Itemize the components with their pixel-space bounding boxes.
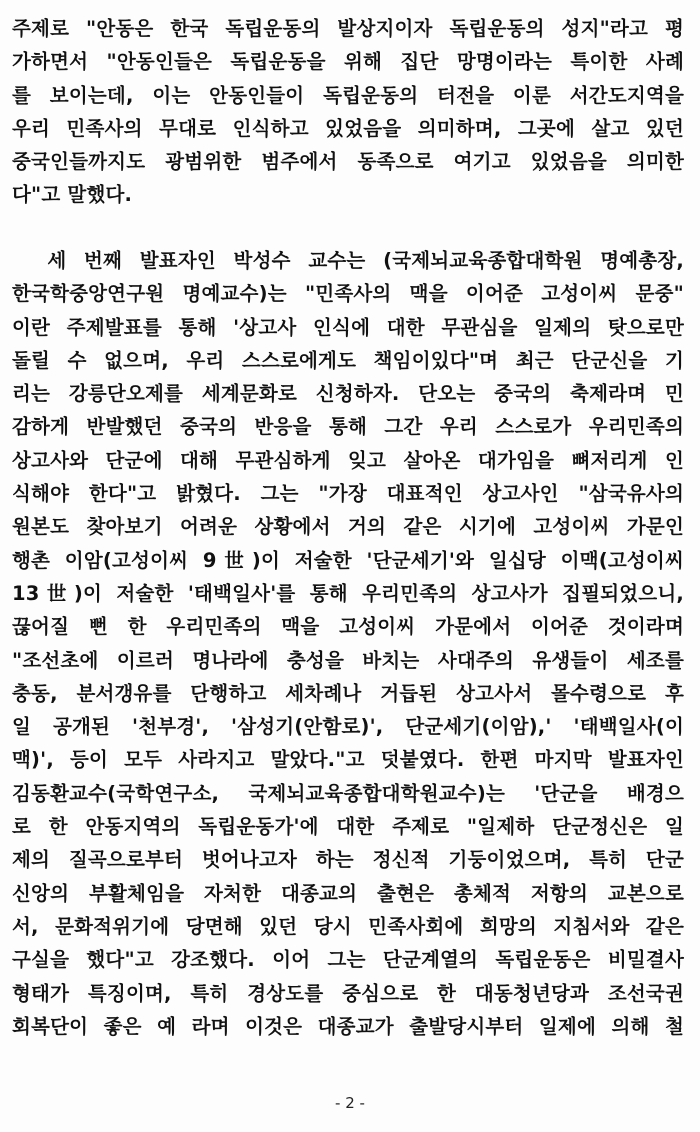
text-line: 김동환교수(국학연구소, 국제뇌교육종합대학원교수)는 '단군을 배경으 xyxy=(12,781,684,805)
text-line: 중국인들까지도 광범위한 범주에서 동족으로 여기고 있었음을 의미한 xyxy=(12,150,684,174)
text-line: 를 보이는데, 이는 안동인들이 독립운동의 터전을 이룬 서간도지역을 xyxy=(12,83,684,107)
text-line: 한국학중앙연구원 명예교수)는 "민족사의 맥을 이어준 고성이씨 문중" xyxy=(12,282,684,306)
text-line: 회복단이 좋은 예 라며 이것은 대종교가 출발당시부터 일제에 의해 철 xyxy=(12,1014,684,1038)
text-line: 13世)이 저술한 '태백일사'를 통해 우리민족의 상고사가 집필되었으니, xyxy=(12,581,684,605)
text-line: 제의 질곡으로부터 벗어나고자 하는 정신적 기둥이었으며, 특히 단군 xyxy=(12,848,684,872)
text-line: 세 번째 발표자인 박성수 교수는 (국제뇌교육종합대학원 명예총장, xyxy=(12,249,684,272)
text-line: 식해야 한다"고 밝혔다. 그는 "가장 대표적인 상고사인 "삼국유사의 xyxy=(12,482,684,506)
text-line: 리는 강릉단오제를 세계문화로 신청하자. 단오는 중국의 축제라며 민 xyxy=(12,382,684,406)
paragraph-2 xyxy=(12,244,684,1043)
text-line: 충동, 분서갱유를 단행하고 세차례나 거듭된 상고사서 몰수령으로 후 xyxy=(12,681,684,705)
text-line: "조선초에 이르러 명나라에 충성을 바치는 사대주의 유생들이 세조를 xyxy=(12,648,684,672)
text-line: 이란 주제발표를 통해 '상고사 인식에 대한 무관심을 일제의 탓으로만 xyxy=(12,315,684,339)
text-line: 형태가 특징이며, 특히 경상도를 중심으로 한 대동청년당과 조선국권 xyxy=(12,981,684,1005)
text-line: 상고사와 단군에 대해 무관심하게 잊고 살아온 대가임을 뼈저리게 인 xyxy=(12,448,684,472)
text-line: 원본도 찾아보기 어려운 상황에서 거의 같은 시기에 고성이씨 가문인 xyxy=(12,515,684,539)
text-line: 로 한 안동지역의 독립운동가'에 대한 주제로 "일제하 단군정신은 일 xyxy=(12,815,684,839)
text-line: 우리 민족사의 무대로 인식하고 있었음을 의미하며, 그곳에 살고 있던 xyxy=(12,116,684,140)
text-line: 일 공개된 '천부경', '삼성기(안함로)', 단군세기(이암),' '태백일사(이 xyxy=(12,715,684,739)
text-line: 감하게 반발했던 중국의 반응을 통해 그간 우리 스스로가 우리민족의 xyxy=(12,415,684,439)
text-line: 가하면서 "안동인들은 독립운동을 위해 집단 망명이라는 특이한 사례 xyxy=(12,50,684,74)
text-line: 주제로 "안동은 한국 독립운동의 발상지이자 독립운동의 성지"라고 평 xyxy=(12,17,684,40)
text-line: 서, 문화적위기에 당면해 있던 당시 민족사회에 희망의 지침서와 같은 xyxy=(12,914,684,938)
paragraph-1 xyxy=(12,12,684,212)
text-line: 맥)', 등이 모두 사라지고 말았다."고 덧붙였다. 한편 마지막 발표자인 xyxy=(12,748,684,772)
text-line: 돌릴 수 없으며, 우리 스스로에게도 책임이있다"며 최근 단군신을 기 xyxy=(12,348,684,372)
text-line: 다"고 말했다. xyxy=(12,183,133,207)
text-line: 끊어질 뻔 한 우리민족의 맥을 고성이씨 가문에서 이어준 것이라며 xyxy=(12,615,684,639)
page-number: - 2 - xyxy=(335,1094,365,1112)
text-line: 신앙의 부활체임을 자처한 대종교의 출현은 총체적 저항의 교본으로 xyxy=(12,881,684,905)
text-line: 구실을 했다"고 강조했다. 이어 그는 단군계열의 독립운동은 비밀결사 xyxy=(12,948,684,972)
text-line: 행촌 이암(고성이씨 9世)이 저술한 '단군세기'와 일십당 이맥(고성이씨 xyxy=(12,548,684,572)
